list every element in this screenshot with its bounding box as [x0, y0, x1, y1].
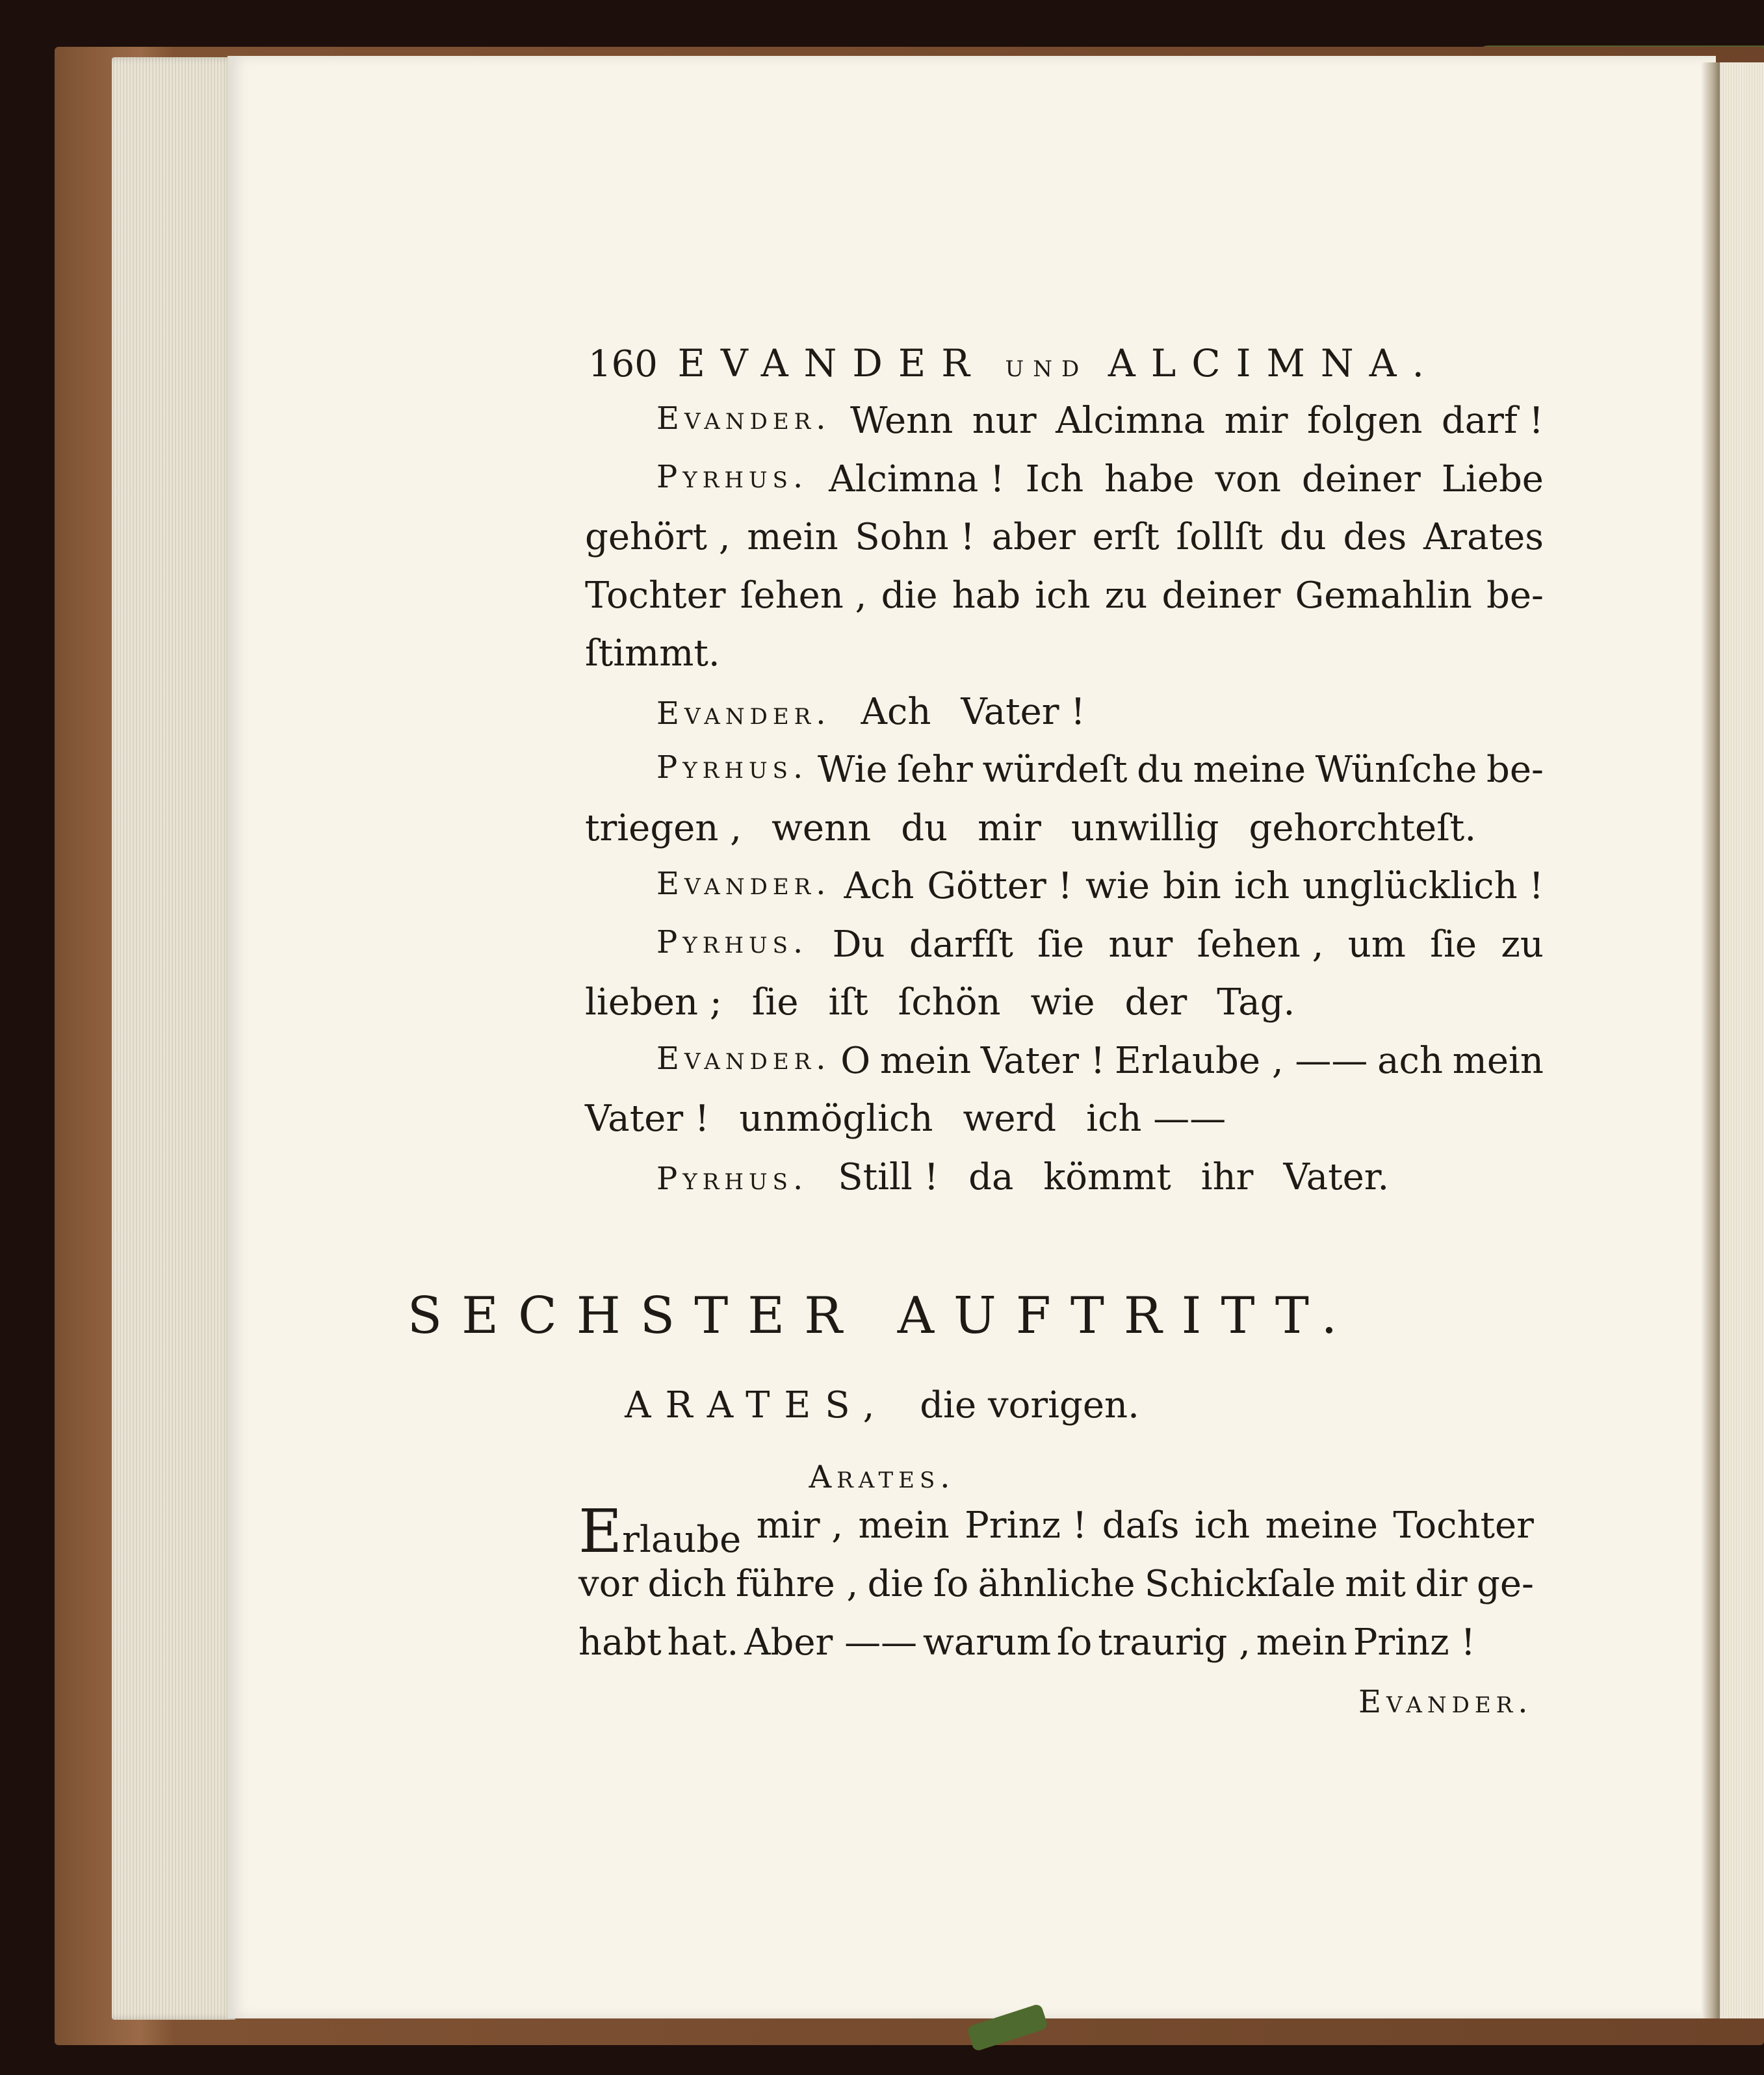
- speech-line: [585, 574, 1544, 617]
- word: Vater !: [585, 1098, 710, 1140]
- catchword: Evander.: [1358, 1684, 1533, 1720]
- word: ähnliche: [978, 1563, 1135, 1605]
- word: Vater !: [980, 1039, 1106, 1082]
- drop-cap-letter: E: [578, 1497, 623, 1566]
- speech-line: [578, 1621, 1475, 1664]
- word: mein: [1256, 1621, 1347, 1664]
- word: Götter !: [927, 865, 1073, 907]
- word: wie: [1030, 981, 1095, 1024]
- word: ſie: [751, 981, 799, 1024]
- speech-speaker: Arates.: [809, 1459, 955, 1495]
- word: be-: [1486, 749, 1544, 791]
- word: wenn: [771, 806, 872, 849]
- word: nur: [1108, 923, 1173, 966]
- scene-heading: SECHSTER AUFTRITT.: [407, 1287, 1357, 1345]
- word: der: [1124, 981, 1187, 1024]
- word: Tochter: [585, 574, 726, 617]
- word: dich: [647, 1563, 727, 1605]
- running-header: [588, 341, 1440, 385]
- word: Ach: [861, 690, 931, 733]
- gutter: [1702, 62, 1720, 2018]
- speaker-name: Pyrhus.: [656, 923, 809, 960]
- word: ſollſt: [1176, 516, 1264, 558]
- speaker-name: Evander.: [656, 695, 831, 732]
- word: du: [1137, 749, 1184, 791]
- word: werd: [963, 1098, 1057, 1140]
- word: mir: [1224, 400, 1288, 442]
- word: kömmt: [1043, 1155, 1171, 1198]
- word: ich: [1035, 574, 1091, 617]
- word: ſo: [1056, 1621, 1093, 1664]
- word: unglücklich !: [1303, 865, 1544, 907]
- word: die: [867, 1563, 924, 1605]
- word: Schickſale: [1144, 1563, 1336, 1605]
- drop-cap: [578, 1497, 742, 1566]
- speech-line-with-speaker: [656, 749, 1544, 791]
- word: Wie: [817, 749, 888, 791]
- word: O: [840, 1039, 871, 1082]
- word: traurig ,: [1098, 1621, 1251, 1664]
- word: du: [901, 806, 948, 849]
- header-title-left: EVANDER: [677, 341, 985, 385]
- word: ſie: [1037, 923, 1084, 966]
- word: unwillig: [1070, 806, 1219, 849]
- word: ich: [1194, 1504, 1251, 1547]
- word: ſehen ,: [1197, 923, 1324, 966]
- speech-line-with-speaker: [656, 1155, 1390, 1198]
- word: mir: [978, 806, 1041, 849]
- word: mein: [858, 1504, 950, 1547]
- word: ihr: [1200, 1155, 1254, 1198]
- word: meine: [1265, 1504, 1378, 1547]
- word: Arates: [1423, 516, 1544, 558]
- word: ſtimmt.: [585, 632, 720, 675]
- speech-line-with-speaker: [656, 400, 1544, 442]
- speech-line-with-speaker: [656, 690, 1085, 733]
- word: die: [881, 574, 938, 617]
- word: von: [1215, 458, 1281, 500]
- word: ich ——: [1086, 1098, 1226, 1140]
- word: Du: [832, 923, 885, 966]
- word: darfſt: [909, 923, 1013, 966]
- word: Sohn !: [855, 516, 975, 558]
- word: mein: [1452, 1039, 1544, 1082]
- speaker-name: Evander.: [656, 866, 831, 902]
- word: mir ,: [756, 1504, 844, 1547]
- word: ſehen ,: [740, 574, 867, 617]
- word: iſt: [828, 981, 868, 1024]
- speech-line: [585, 516, 1544, 558]
- scene-persons: [0, 1384, 1764, 1426]
- word: gehört ,: [585, 516, 731, 558]
- page-number: 160: [588, 343, 658, 385]
- word: mein: [879, 1039, 972, 1082]
- word: darf !: [1441, 400, 1544, 442]
- speaker-name: Evander.: [656, 400, 831, 437]
- speaker-name: Pyrhus.: [656, 458, 809, 495]
- word: vor: [578, 1563, 639, 1605]
- word: bin: [1163, 865, 1221, 907]
- word: Gemahlin: [1295, 574, 1472, 617]
- word: daſs: [1102, 1504, 1180, 1547]
- word: dir: [1415, 1563, 1468, 1605]
- speech-line-with-speaker: [656, 865, 1544, 907]
- word: würdeſt: [982, 749, 1128, 791]
- word: Ich: [1025, 458, 1084, 500]
- word: Ach: [844, 865, 914, 907]
- speech-line-with-speaker: [656, 458, 1544, 500]
- word: Vater !: [961, 690, 1085, 733]
- word: be-: [1486, 574, 1544, 617]
- word: des: [1343, 516, 1407, 558]
- word: ſehr: [897, 749, 973, 791]
- word: ach: [1377, 1039, 1443, 1082]
- word: nur: [972, 400, 1037, 442]
- word: folgen: [1307, 400, 1423, 442]
- word: habt: [578, 1621, 662, 1664]
- speech-line: [578, 1563, 1534, 1605]
- word: Alcimna: [1056, 400, 1206, 442]
- word: habe: [1104, 458, 1195, 500]
- word: Tag.: [1217, 981, 1295, 1024]
- word: Still !: [838, 1155, 939, 1198]
- word: zu: [1104, 574, 1148, 617]
- word: Alcimna !: [829, 458, 1005, 500]
- persons-rest: die vorigen.: [920, 1384, 1139, 1426]
- word: du: [1279, 516, 1327, 558]
- word: Wenn: [850, 400, 953, 442]
- header-title-und: UND: [1005, 356, 1089, 382]
- word: Tochter: [1393, 1504, 1534, 1547]
- speech-line-with-speaker: [656, 923, 1544, 966]
- word: mit: [1345, 1563, 1406, 1605]
- word: unmöglich: [739, 1098, 933, 1140]
- word: warum: [922, 1621, 1052, 1664]
- word: Aber ——: [744, 1621, 918, 1664]
- word: ſo: [933, 1563, 969, 1605]
- speech-line: [585, 632, 1544, 675]
- persons-caps: ARATES,: [625, 1384, 889, 1426]
- word: rlaube: [622, 1519, 742, 1561]
- word: ſie: [1430, 923, 1477, 966]
- word: deiner: [1301, 458, 1421, 500]
- word: ge-: [1477, 1563, 1534, 1605]
- word: ich: [1234, 865, 1290, 907]
- word: Vater.: [1283, 1155, 1390, 1198]
- speaker-name: Evander.: [656, 1040, 831, 1077]
- word: erſt: [1092, 516, 1160, 558]
- word: führe ,: [735, 1563, 859, 1605]
- word: um: [1347, 923, 1406, 966]
- word: meine: [1193, 749, 1306, 791]
- word: deiner: [1161, 574, 1281, 617]
- word: Wünſche: [1315, 749, 1477, 791]
- word: Prinz !: [1353, 1621, 1475, 1664]
- word: lieben ;: [585, 981, 722, 1024]
- word: wie: [1085, 865, 1150, 907]
- speaker-name: Pyrhus.: [656, 749, 809, 786]
- speaker-name: Pyrhus.: [656, 1160, 809, 1197]
- speech-line-with-speaker: [656, 1039, 1544, 1082]
- word: hat.: [667, 1621, 739, 1664]
- word: hab: [952, 574, 1021, 617]
- speech-line: [585, 806, 1544, 849]
- word: Liebe: [1441, 458, 1544, 500]
- word: gehorchteſt.: [1249, 806, 1477, 849]
- header-title-right: ALCIMNA.: [1108, 341, 1440, 385]
- speech-line: [585, 1098, 1544, 1140]
- word: ſchön: [898, 981, 1001, 1024]
- word: mein: [747, 516, 838, 558]
- word: Erlaube , ——: [1115, 1039, 1368, 1082]
- word: da: [968, 1155, 1014, 1198]
- speech-line: [578, 1497, 1534, 1566]
- word: triegen ,: [585, 806, 742, 849]
- speech-line: [585, 981, 1544, 1024]
- word: aber: [991, 516, 1076, 558]
- word: zu: [1501, 923, 1544, 966]
- word: Prinz !: [965, 1504, 1087, 1547]
